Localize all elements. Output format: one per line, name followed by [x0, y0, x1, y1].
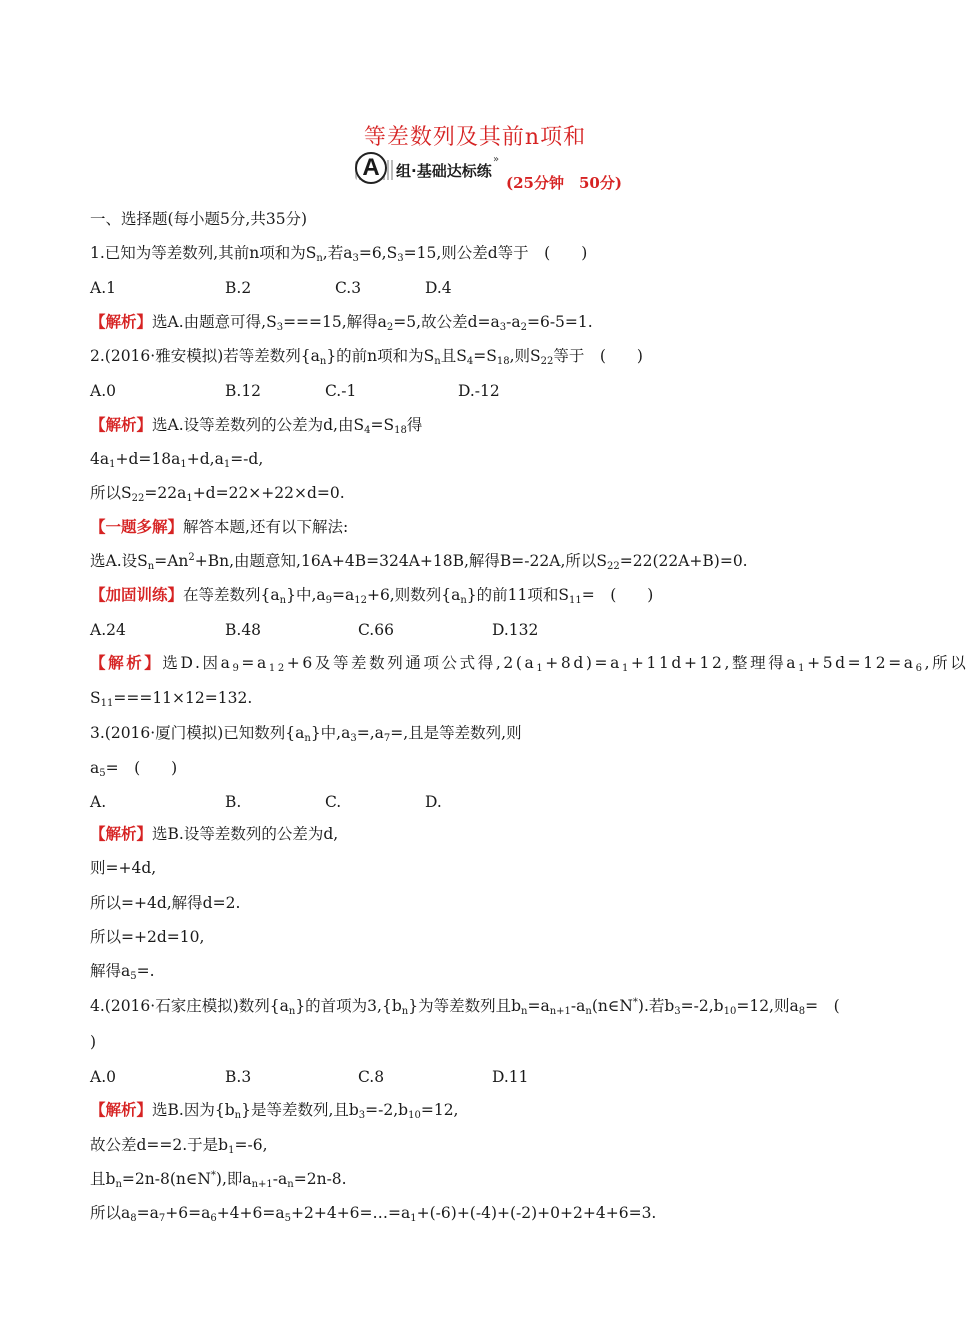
option-c: C.66 [358, 621, 394, 639]
solution-1: 【解析】选A.由题意可得$,S_3===15$,解得$a_2=5$,故公差$d=a_3-a_2=6-5=1$. [90, 312, 593, 333]
option-d: D.11 [492, 1068, 529, 1086]
solution-3-line-2: 则=+4d, [90, 859, 157, 877]
option-b: B. [225, 793, 242, 811]
question-1: 1.已知为等差数列,其前n项和为$S_n$,若$a_3=6,S_3=15$,则公差d等于 ( ) [90, 244, 588, 264]
solution-3-line-5: 解得$a_5=$. [90, 962, 155, 982]
option-a: A.0 [90, 382, 116, 400]
option-a: A.24 [90, 621, 126, 639]
extra-solution-line-2: $S_{11}===11\times 12=132$. [90, 689, 253, 709]
solution-4-line-4: 所以$a_8=a_7+6=a_6+4+6=a_5+2+4+6=\dots=a_1+(-6)+(-4)+(-2)+0+2+4+6=3$. [90, 1204, 657, 1224]
extra-question: 【加固训练】在等差数列$\{a_n\}$中$,a_9=a_{12}+6$,则数列$\{a_n\}$的前11项和$S_{11}=$ ( ) [90, 585, 654, 606]
option-c: C.-1 [325, 382, 357, 400]
option-b: B.2 [225, 279, 252, 297]
option-d: D.4 [425, 279, 452, 297]
option-c: C.8 [358, 1068, 385, 1086]
alt-solution-body: 选A.设$S_n=An^2+Bn$,由题意知,16A+4B=324A+18B,解得B=-22A,所以$S_{22}=22(22A+B)=0$. [90, 552, 748, 572]
group-badge [355, 152, 505, 184]
badge-arrow-icon: » [493, 154, 500, 165]
badge-label: 组·基础达标练 [393, 160, 495, 181]
solution-2-line-3: 所以$S_{22}=22a_1+d=22\times+22\times d=0$. [90, 484, 345, 504]
solution-2: 【解析】选A.设等差数列的公差为d,由$S_4=S_{18}$得 [90, 415, 423, 436]
solution-4: 【解析】选B.因为$\{b_n\}$是等差数列,且$b_3=-2,b_{10}=12$, [90, 1100, 459, 1121]
solution-3-line-4: 所以=+2d=10, [90, 928, 205, 946]
option-c: C.3 [335, 279, 362, 297]
timing-label: (25分钟 50分) [506, 174, 622, 192]
option-a: A. [90, 793, 107, 811]
question-3-line-2: $a_5=$ ( ) [90, 759, 178, 779]
solution-2-line-2: $4a_1+d=18a_1+d,a_1=-d$, [90, 450, 264, 470]
question-3: 3.(2016·厦门模拟)已知数列$\{a_n\}$中$,a_3=,a_7=$,且是等差数列,则 [90, 724, 522, 744]
solution-3: 【解析】选B.设等差数列的公差为d, [90, 824, 339, 843]
badge-letter: A [355, 152, 387, 184]
section-heading: 一、选择题(每小题5分,共35分) [90, 210, 308, 228]
question-4: 4.(2016·石家庄模拟)数列$\{a_n\}$的首项为$3,\{b_n\}$为等差数列且$b_n=a_{n+1}-a_n(n\in N^*)$.若$b_3=-2,b_{10}=12$,则$a_8=$ ( [90, 997, 840, 1017]
solution-4-line-3: 且$b_n=2n-8(n\in N^*)$,即$a_{n+1}-a_n=2n-8$. [90, 1170, 347, 1190]
option-b: B.48 [225, 621, 262, 639]
option-a: A.1 [90, 279, 116, 297]
solution-4-line-2: 故公差d==2.于是$b_1=-6$, [90, 1136, 268, 1156]
question-2: 2.(2016·雅安模拟)若等差数列$\{a_n\}$的前n项和为$S_n$且$S_4=S_{18}$,则$S_{22}$等于 ( ) [90, 347, 643, 367]
option-d: D.-12 [458, 382, 500, 400]
option-c: C. [325, 793, 342, 811]
alt-solution-heading: 【一题多解】解答本题,还有以下解法: [90, 517, 349, 536]
option-b: B.3 [225, 1068, 252, 1086]
option-a: A.0 [90, 1068, 116, 1086]
page-title: 等差数列及其前n项和 [363, 125, 587, 150]
question-4-close: ) [90, 1033, 97, 1051]
option-d: D.132 [492, 621, 539, 639]
extra-solution: 【解析】选D.因$a_9=a_{12}+6$及等差数列通项公式得$,2(a_1+8d)=a_1+11d+12$,整理得$a_1+5d=12=a_6$,所以 [90, 653, 968, 674]
option-d: D. [425, 793, 442, 811]
option-b: B.12 [225, 382, 262, 400]
solution-3-line-3: 所以=+4d,解得d=2. [90, 894, 241, 912]
